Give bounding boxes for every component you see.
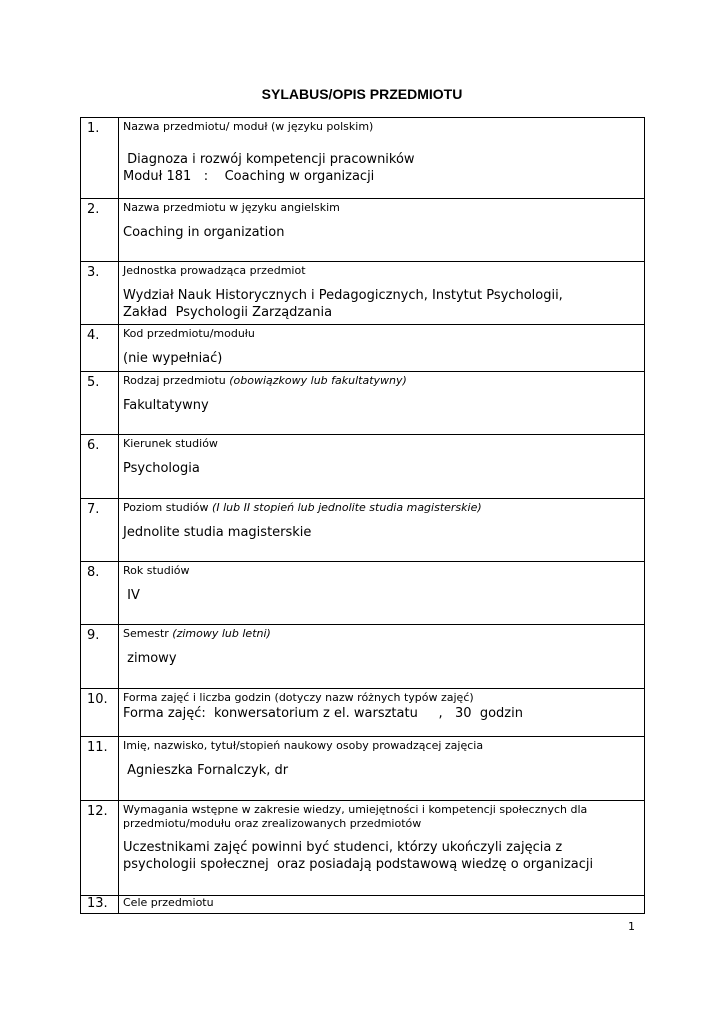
table-row (81, 199, 645, 262)
table-row (81, 435, 645, 499)
row-number: 3. (81, 262, 119, 325)
row-label (123, 803, 644, 831)
label-note: (zimowy lub letni) (172, 627, 271, 640)
row-label (123, 120, 644, 134)
table-row (81, 499, 645, 562)
row-content (119, 262, 645, 325)
label-note: (obowiązkowy lub fakultatywny) (229, 374, 407, 387)
row-number: 7. (81, 499, 119, 562)
row-content (119, 896, 645, 914)
syllabus-table (80, 117, 645, 914)
row-label (123, 564, 644, 578)
row-content (119, 499, 645, 562)
row-content (119, 562, 645, 625)
row-content (119, 199, 645, 262)
row-label (123, 739, 644, 753)
table-row (81, 372, 645, 435)
document-title: SYLABUS/OPIS PRZEDMIOTU (261, 86, 463, 102)
label-text: Semestr (123, 627, 173, 640)
row-value: Jednolite studia magisterskie (123, 525, 312, 540)
row-value: Wydział Nauk Historycznych i Pedagogicznych, Instytut Psychologii, (123, 288, 563, 303)
row-value: Agnieszka Fornalczyk, dr (123, 763, 289, 778)
label-text: Jednostka prowadząca przedmiot (123, 264, 306, 277)
label-text: Kierunek studiów (123, 437, 218, 450)
row-content (119, 118, 645, 199)
table-row (81, 262, 645, 325)
row-number: 2. (81, 199, 119, 262)
row-label (123, 437, 644, 451)
row-number: 1. (81, 118, 119, 199)
row-content (119, 689, 645, 737)
row-number: 13. (81, 896, 119, 914)
label-text: Cele przedmiotu (123, 896, 214, 909)
page-number: 1 (628, 920, 635, 933)
row-number: 4. (81, 325, 119, 372)
label-note: (I lub II stopień lub jednolite studia magisterskie) (212, 501, 482, 514)
label-text: Imię, nazwisko, tytuł/stopień naukowy osoby prowadzącej zajęcia (123, 739, 484, 752)
row-value: zimowy (123, 651, 177, 666)
table-row (81, 118, 645, 199)
label-text: Nazwa przedmiotu w języku angielskim (123, 201, 340, 214)
row-content (119, 625, 645, 689)
table-row (81, 325, 645, 372)
row-number: 10. (81, 689, 119, 737)
row-value: IV (123, 588, 140, 603)
table-row (81, 625, 645, 689)
row-label (123, 264, 644, 278)
row-label (123, 896, 644, 910)
label-text: Kod przedmiotu/modułu (123, 327, 255, 340)
row-value: Coaching in organization (123, 225, 285, 240)
label-text: Rodzaj przedmiotu (123, 374, 230, 387)
row-value: (nie wypełniać) (123, 351, 223, 366)
label-text: Forma zajęć i liczba godzin (dotyczy nazw różnych typów zajęć) (123, 691, 474, 704)
row-content (119, 325, 645, 372)
row-number: 8. (81, 562, 119, 625)
row-number: 5. (81, 372, 119, 435)
row-label (123, 201, 644, 215)
table-row (81, 737, 645, 801)
table-row (81, 689, 645, 737)
table-row (81, 896, 645, 914)
label-text: Rok studiów (123, 564, 190, 577)
row-content (119, 435, 645, 499)
row-value: Forma zajęć: konwersatorium z el. warsztatu , 30 godzin (123, 706, 523, 721)
row-content (119, 372, 645, 435)
row-label (123, 501, 644, 515)
row-value: Fakultatywny (123, 398, 209, 413)
row-value: Uczestnikami zajęć powinni być studenci, którzy ukończyli zajęcia z (123, 840, 563, 855)
row-label (123, 327, 644, 341)
row-number: 9. (81, 625, 119, 689)
row-value-line2: Zakład Psychologii Zarządzania (123, 305, 333, 320)
row-value: Diagnoza i rozwój kompetencji pracowników (123, 152, 415, 167)
row-label (123, 374, 644, 388)
row-value-line2: psychologii społecznej oraz posiadają podstawową wiedzę o organizacji (123, 857, 594, 872)
row-value-line2: Moduł 181 : Coaching w organizacji (123, 169, 375, 184)
label-text: Poziom studiów (123, 501, 213, 514)
row-number: 11. (81, 737, 119, 801)
row-value: Psychologia (123, 461, 200, 476)
table-row (81, 801, 645, 896)
row-content (119, 801, 645, 896)
row-label (123, 627, 644, 641)
table-row (81, 562, 645, 625)
row-number: 6. (81, 435, 119, 499)
row-content (119, 737, 645, 801)
label-text: Wymagania wstępne w zakresie wiedzy, umiejętności i kompetencji społecznych dla przedmiotu/modułu oraz zrealizowanych przedmiotów (123, 803, 588, 830)
row-number: 12. (81, 801, 119, 896)
row-label (123, 691, 644, 705)
label-text: Nazwa przedmiotu/ moduł (w języku polskim) (123, 120, 374, 133)
